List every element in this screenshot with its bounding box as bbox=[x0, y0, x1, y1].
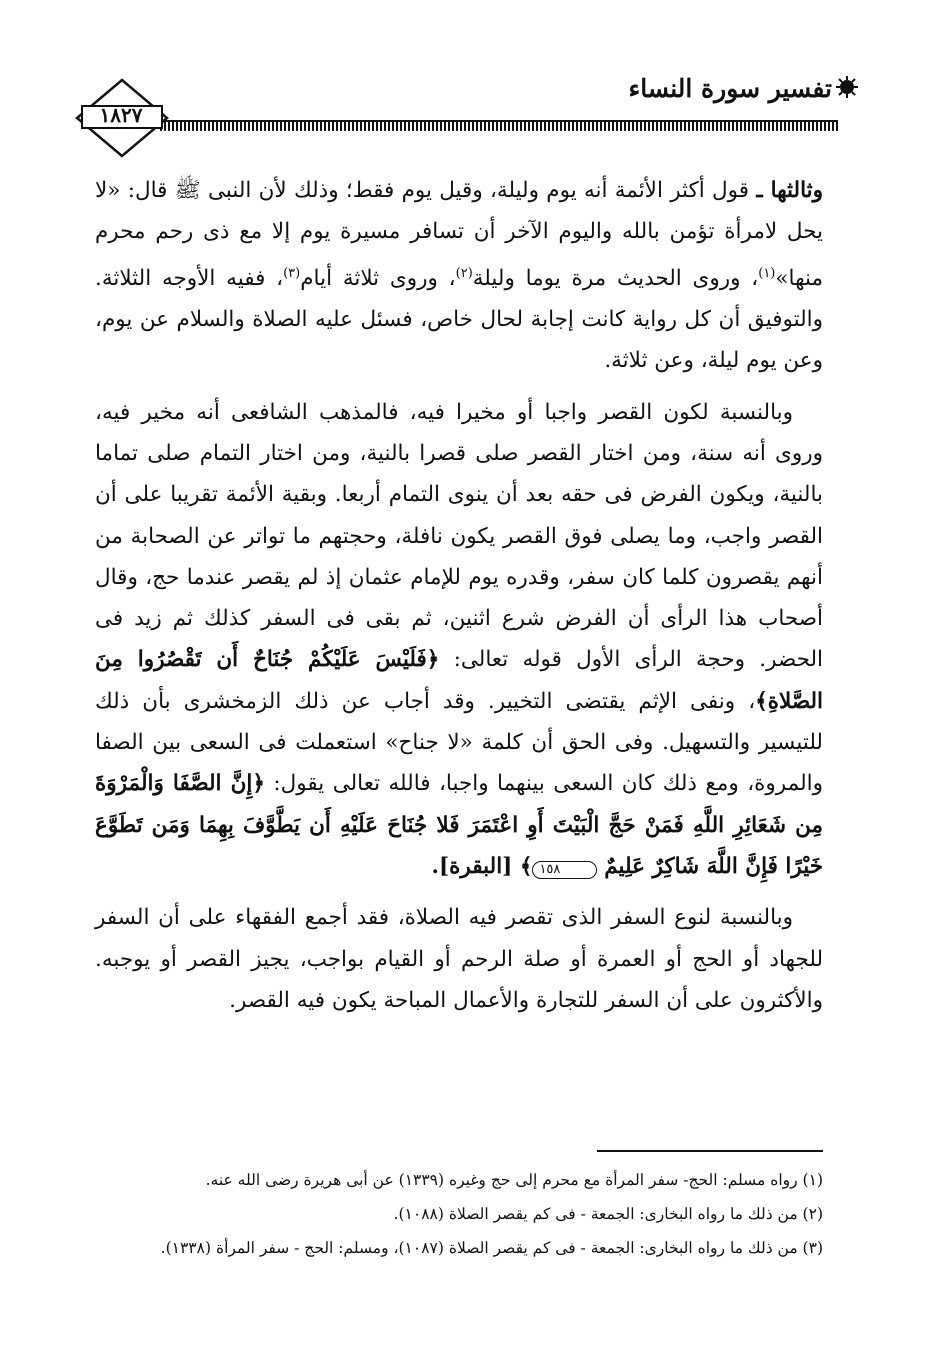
paragraph-text: وبالنسبة لكون القصر واجبا أو مخيرا فيه، فالمذهب الشافعى أنه مخير فيه، وروى أنه سنة، ومن اختار القصر صلى قصرا بالنية، ومن اختار التمام صلى تماما بالنية، ويكون الفرض فى حقه بعد أن ينوى التمام أربعا. وبقية الأئمة تقريبا على أن القصر واجب، وما يصلى فوق القصر يكون نافلة، وحجتهم ما تواتر عن الصحابة من أنهم يقصرون كلما كان سفر، وقدره يوم للإمام عثمان إذ لم يقصر عندما حج، وقال أصحاب هذا الرأى أن الفرض شرع اثنين، ثم بقى فى السفر كذلك ثم زيد فى الحضر. وحجة الرأى الأول قوله تعالى: bbox=[95, 399, 824, 673]
paragraph-text: ، ونفى الإثم يقتضى التخيير. وقد أجاب عن ذلك الزمخشرى بأن ذلك للتيسير والتسهيل. وفى الحق أن كلمة «لا جناح» استعملت فى السعى بين الصفا والمروة، ومع ذلك كان السعى بينهما واجبا، فالله تعالى يقول: bbox=[95, 688, 823, 797]
footnote-ref[interactable]: (٢) bbox=[455, 265, 473, 281]
paragraph-text: وبالنسبة لنوع السفر الذى تقصر فيه الصلاة، فقد أجمع الفقهاء على أن السفر للجهاد أو الحج أو العمرة أو صلة الرحم أو القيام بواجب، يجيز القصر أو يوجبه. والأكثرون على أن السفر للتجارة والأعمال المباحة يكون فيه القصر. bbox=[95, 905, 823, 1013]
paragraph-text: ، ففيه الأوجه الثلاثة. والتوفيق أن كل رواية كانت إجابة لحال خاص، فسئل عليه الصلاة والسلام عن يوم، وعن يوم ليلة، وعن ثلاثة. bbox=[95, 265, 823, 374]
footnote-2: (٢) من ذلك ما رواه البخارى: الجمعة - فى كم يقصر الصلاة (١٠٨٨). bbox=[393, 1205, 823, 1223]
paragraph-1 bbox=[95, 170, 823, 382]
paragraph-text: قول أكثر الأئمة أنه يوم وليلة، وقيل يوم فقط؛ وذلك لأن النبى ﷺ قال: «لا يحل لامرأة تؤمن بالله واليوم الآخر أن تسافر مسيرة يوم إلا مع ذى رحم محرم منها» bbox=[95, 178, 823, 291]
paragraph-3 bbox=[95, 897, 823, 1021]
verse-close: ﴾ bbox=[519, 853, 533, 879]
quran-verse: ﴿إِنَّ الصَّفَا وَالْمَرْوَةَ مِن شَعَائِرِ اللَّهِ فَمَنْ حَجَّ الْبَيْتَ أَوِ اعْتَمَرَ فَلا جُنَاحَ عَلَيْهِ أَن يَطَّوَّفَ بِهِمَا وَمَن تَطَوَّعَ خَيْرًا فَإِنَّ اللَّهَ شَاكِرٌ عَلِيمٌ bbox=[95, 771, 823, 879]
surah-ref: [البقرة]. bbox=[431, 853, 520, 879]
footnote-rule bbox=[597, 1150, 823, 1152]
verse-number: ١٥٨ bbox=[532, 861, 597, 879]
footnote-ref[interactable]: (١) bbox=[758, 265, 776, 281]
page-number: ١٨٢٧ bbox=[99, 103, 143, 127]
paragraph-2 bbox=[95, 392, 823, 888]
footnote-3: (٣) من ذلك ما رواه البخارى: الجمعة - فى كم يقصر الصلاة (١٠٨٧)، ومسلم: الحج - سفر المرأة (١٣٣٨). bbox=[160, 1239, 823, 1257]
footnotes bbox=[95, 1163, 823, 1265]
quran-verse: ﴿فَلَيْسَ عَلَيْكُمْ جُنَاحٌ أَن تَقْصُرُوا مِنَ الصَّلاةِ﴾ bbox=[95, 647, 823, 714]
header-rule bbox=[160, 120, 838, 131]
paragraph-text: ، وروى الحديث مرة يوما وليلة bbox=[472, 265, 759, 291]
running-header-title: تفسير سورة النساء bbox=[628, 74, 832, 103]
lead-bold: وثالثها ـ bbox=[756, 178, 823, 203]
footnote-1: (١) رواه مسلم: الحج- سفر المرأة مع محرم إلى حج وغيره (١٣٣٩) عن أبى هريرة رضى الله عنه. bbox=[205, 1171, 823, 1189]
main-text bbox=[95, 170, 823, 1031]
paragraph-text: ، وروى ثلاثة أيام bbox=[300, 265, 456, 291]
flower-ornament-icon bbox=[836, 76, 858, 98]
footnote-ref[interactable]: (٣) bbox=[283, 265, 301, 281]
